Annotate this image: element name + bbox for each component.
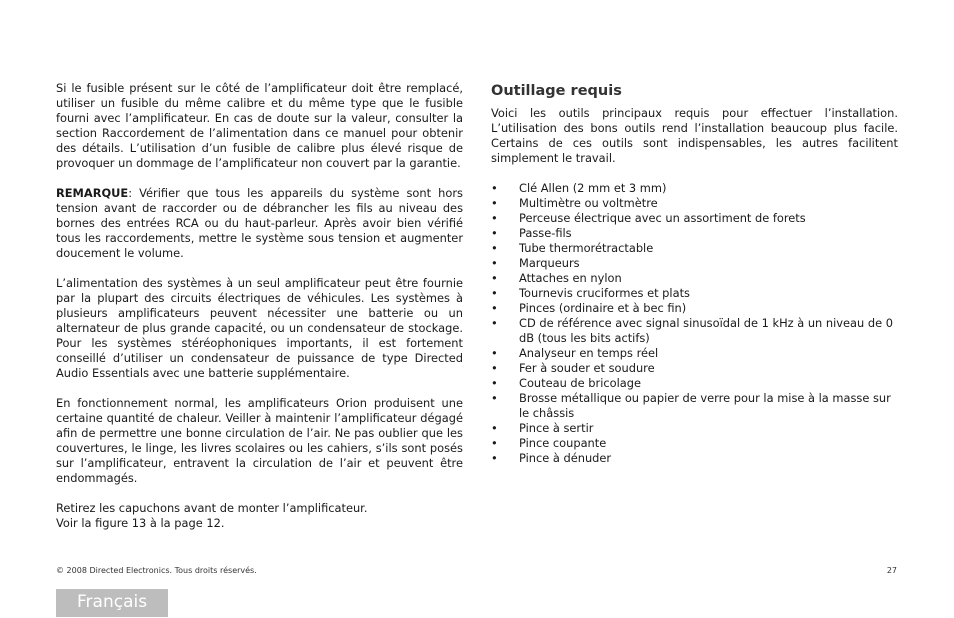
bullet-icon: •: [491, 271, 498, 285]
list-item: • Pince coupante: [491, 436, 607, 450]
list-item: • Pince à sertir: [491, 421, 594, 435]
list-item: • Attaches en nylon: [491, 271, 622, 285]
bullet-icon: •: [491, 196, 498, 210]
list-item: • Perceuse électrique avec un assortiment de forets: [491, 211, 806, 225]
list-item: • Tournevis cruciformes et plats: [491, 286, 690, 300]
bullet-icon: •: [491, 241, 498, 255]
bullet-icon: •: [491, 256, 498, 270]
bullet-icon: •: [491, 316, 498, 330]
bullet-icon: •: [491, 361, 498, 375]
figure-reference: Voir la figure 13 à la page 12.: [56, 516, 225, 530]
bullet-icon: •: [491, 346, 498, 360]
left-column: [56, 81, 463, 531]
tools-list: [491, 181, 898, 466]
caps-paragraph: Retirez les capuchons avant de monter l’amplificateur.: [56, 501, 368, 515]
heat-paragraph: En fonctionnement normal, les amplificateurs Orion produisent une certaine quantité de chaleur. Veiller à maintenir l’amplificateur dégagé afin de permettre une bonne circulation de l’air. Ne pas oublier que les couvertures, le linge, les livres scolaires ou les cahiers, s’ils sont posés sur l’amplificateur, entravent la circulation de l’air et peuvent être endommagés.: [56, 396, 463, 485]
right-column: [491, 81, 898, 466]
note-label: REMARQUE: [56, 186, 129, 200]
list-item: • Fer à souder et soudure: [491, 361, 655, 375]
list-item: • Pinces (ordinaire et à bec fin): [491, 301, 687, 315]
list-item: • Tube thermorétractable: [491, 241, 654, 255]
bullet-icon: •: [491, 376, 498, 390]
list-item: • Marqueurs: [491, 256, 580, 270]
list-item: • Passe-fils: [491, 226, 572, 240]
bullet-icon: •: [491, 301, 498, 315]
power-paragraph: L’alimentation des systèmes à un seul amplificateur peut être fournie par la plupart des circuits électriques de véhicules. Les systèmes à plusieurs amplificateurs peuvent nécessiter une batterie ou un alternateur de plus grande capacité, ou un condensateur de stockage. Pour les systèmes stéréophoniques importants, il est fortement conseillé d’utiliser un condensateur de puissance de type Directed Audio Essentials avec une batterie supplémentaire.: [56, 276, 463, 380]
bullet-icon: •: [491, 211, 498, 225]
fuse-paragraph: Si le fusible présent sur le côté de l’amplificateur doit être remplacé, utiliser un fusible du même calibre et du même type que le fusible fourni avec l’amplificateur. En cas de doute sur la valeur, consulter la section Raccordement de l’alimentation dans ce manuel pour obtenir des détails. L’utilisation d’un fusible de calibre plus élevé risque de provoquer un dommage de l’amplificateur non couvert par la garantie.: [56, 81, 463, 170]
list-item: • Multimètre ou voltmètre: [491, 196, 658, 210]
bullet-icon: •: [491, 181, 498, 195]
list-item: • Couteau de bricolage: [491, 376, 641, 390]
bullet-icon: •: [491, 391, 498, 405]
copyright-notice: © 2008 Directed Electronics. Tous droits réservés.: [56, 566, 257, 575]
language-tab: Français: [56, 589, 168, 617]
note-paragraph: [56, 186, 463, 261]
list-item: • Analyseur en temps réel: [491, 346, 659, 360]
bullet-icon: •: [491, 226, 498, 240]
note-text: : Vérifier que tous les appareils du système sont hors tension avant de raccorder ou de débrancher les fils au niveau des bornes des entrées RCA ou du haut-parleur. Après avoir bien vérifié tous les raccordements, mettre le système sous tension et augmenter doucement le volume.: [56, 186, 463, 260]
bullet-icon: •: [491, 451, 498, 465]
list-item: • Brosse métallique ou papier de verre pour la mise à la masse sur le châssis: [491, 391, 891, 420]
bullet-icon: •: [491, 436, 498, 450]
bullet-icon: •: [491, 421, 498, 435]
list-item: • CD de référence avec signal sinusoïdal de 1 kHz à un niveau de 0 dB (tous les bits actifs): [491, 316, 893, 345]
tools-intro: Voici les outils principaux requis pour effectuer l’installation. L’utilisation des bons outils rend l’installation beaucoup plus facile. Certains de ces outils sont indispensables, les autres facilitent simplement le travail.: [491, 106, 898, 165]
list-item: • Clé Allen (2 mm et 3 mm): [491, 181, 667, 195]
page-number: 27: [886, 566, 897, 575]
bullet-icon: •: [491, 286, 498, 300]
section-heading: Outillage requis: [491, 83, 622, 99]
list-item: • Pince à dénuder: [491, 451, 612, 465]
